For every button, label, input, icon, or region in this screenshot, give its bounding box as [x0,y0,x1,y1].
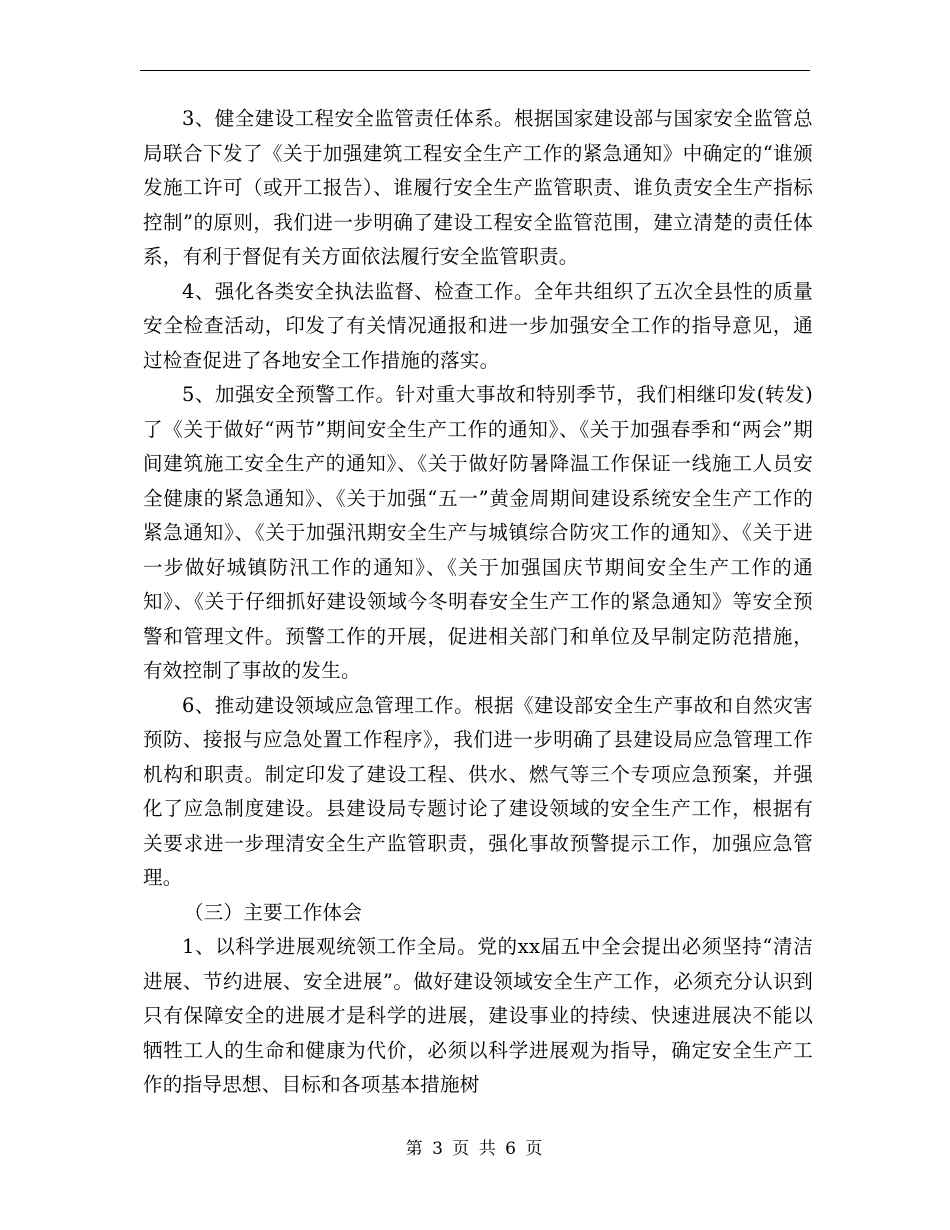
paragraph-experience-1: 1、以科学进展观统领工作全局。党的xx届五中全会提出必须坚持“清洁进展、节约进展、安全进展”。做好建设领域安全生产工作，必须充分认识到只有保障安全的进展才是科学的进展，建设事业的持续、快速进展决不能以牺牲工人的生命和健康为代价，必须以科学进展观为指导，确定安全生产工作的指导思想、目标和各项基本措施树 [143,935,813,1096]
header-rule [140,70,810,71]
paragraph-3: 3、健全建设工程安全监管责任体系。根据国家建设部与国家安全监管总局联合下发了《关于加强建筑工程安全生产工作的紧急通知》中确定的“谁颁发施工许可（或开工报告）、谁履行安全生产监管职责、谁负责安全生产指标控制”的原则，我们进一步明确了建设工程安全监管范围，建立清楚的责任体系，有利于督促有关方面依法履行安全监管职责。 [143,107,813,268]
page-number: 第 3 页 共 6 页 [405,1139,545,1159]
section-heading: （三）主要工作体会 [183,900,363,924]
paragraph-4: 4、强化各类安全执法监督、检查工作。全年共组织了五次全县性的质量安全检查活动，印发了有关情况通报和进一步加强安全工作的指导意见，通过检查促进了各地安全工作措施的落实。 [143,279,813,372]
document-body [143,102,813,1103]
paragraph-6: 6、推动建设领域应急管理工作。根据《建设部安全生产事故和自然灾害预防、接报与应急处置工作程序》，我们进一步明确了县建设局应急管理工作机构和职责。制定印发了建设工程、供水、燃气等三个专项应急预案，并强化了应急制度建设。县建设局专题讨论了建设领域的安全生产工作，根据有关要求进一步理清安全生产监管职责，强化事故预警提示工作，加强应急管理。 [143,693,813,889]
paragraph-5: 5、加强安全预警工作。针对重大事故和特别季节，我们相继印发(转发)了《关于做好“两节”期间安全生产工作的通知》、《关于加强春季和“两会”期间建筑施工安全生产的通知》、《关于做好防暑降温工作保证一线施工人员安全健康的紧急通知》、《关于加强“五一”黄金周期间建设系统安全生产工作的紧急通知》、《关于加强汛期安全生产与城镇综合防灾工作的通知》、《关于进一步做好城镇防汛工作的通知》、《关于加强国庆节期间安全生产工作的通知》、《关于仔细抓好建设领域今冬明春安全生产工作的紧急通知》等安全预警和管理文件。预警工作的开展，促进相关部门和单位及早制定防范措施，有效控制了事故的发生。 [143,383,813,682]
